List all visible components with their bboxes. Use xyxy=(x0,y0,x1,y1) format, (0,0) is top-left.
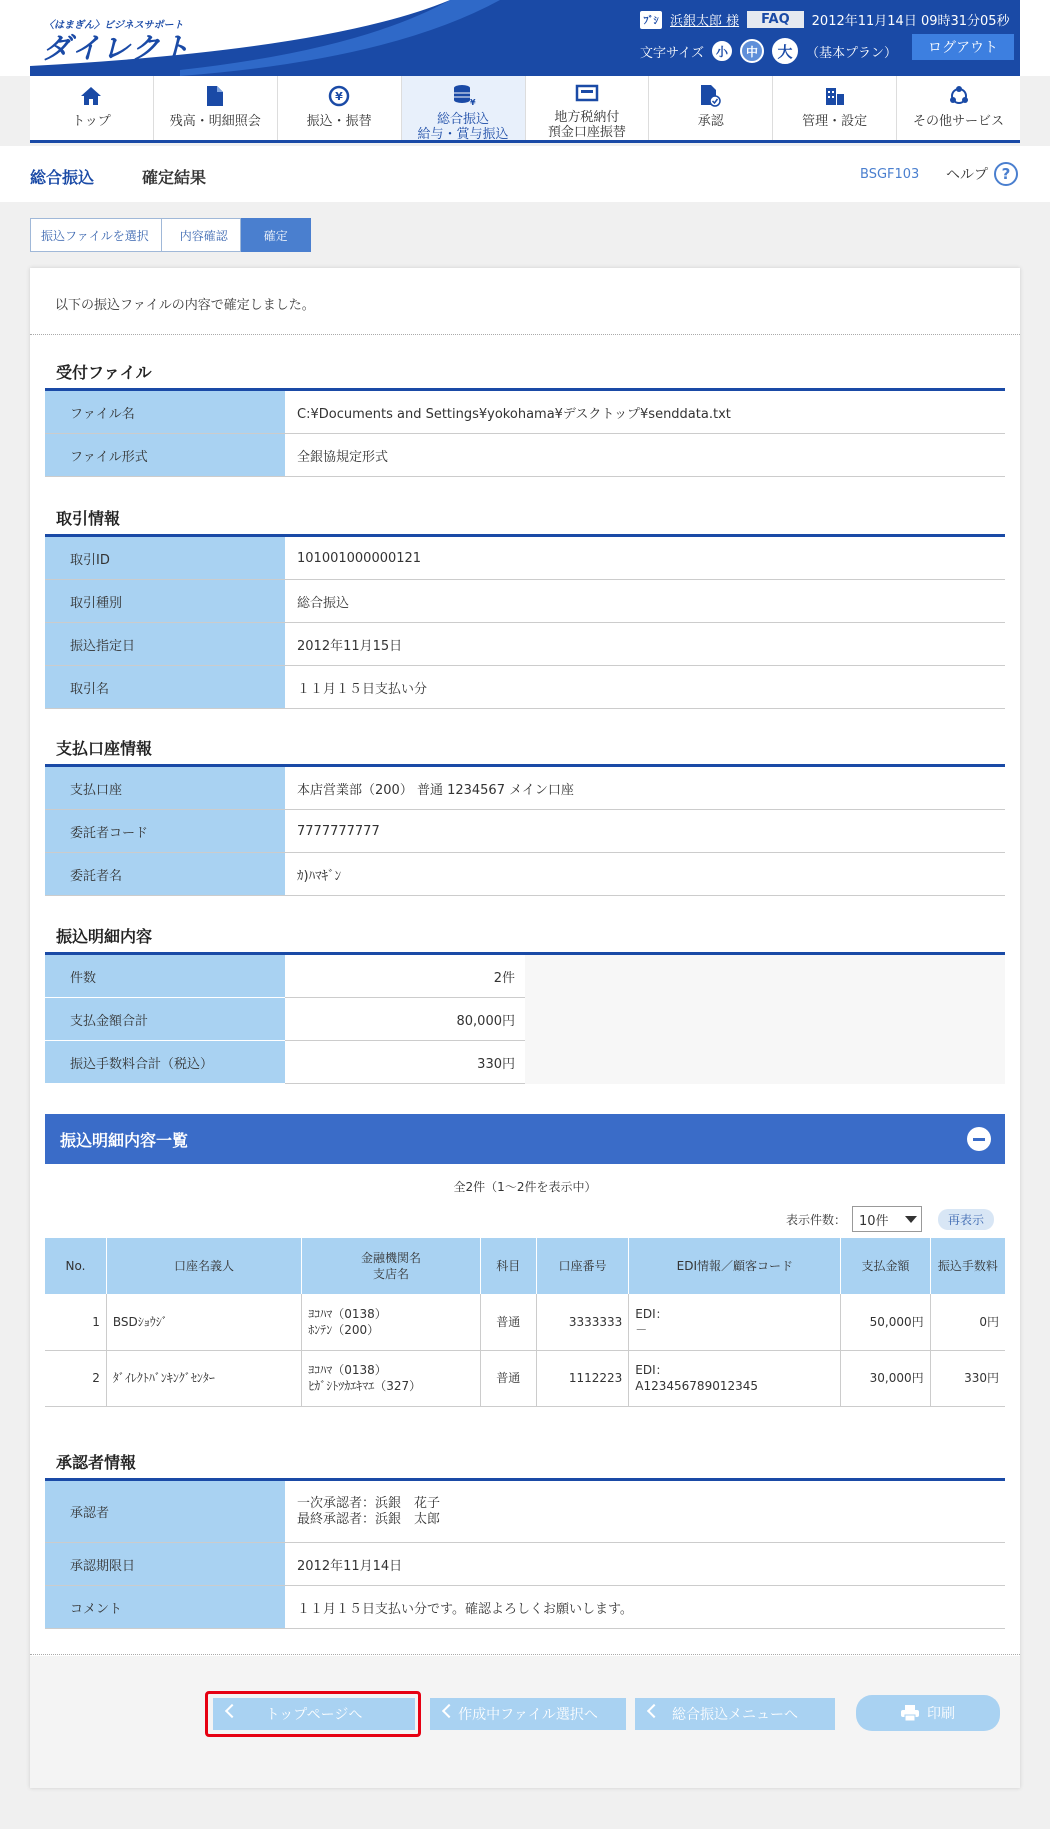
divider xyxy=(30,334,1020,335)
result-count: 全2件（1～2件を表示中） xyxy=(453,1180,597,1194)
table-row: コメント １１月１５日支払い分です。確認よろしくお願いします。 xyxy=(45,1586,1005,1629)
table-row: 取引名 １１月１５日支払い分 xyxy=(45,666,1005,709)
section-title-account: 支払口座情報 xyxy=(56,739,153,758)
table-row: 支払口座 本店営業部（200） 普通 1234567 メイン口座 xyxy=(45,767,1005,810)
plan-label: （基本プラン） xyxy=(805,45,897,61)
nav-top[interactable]: トップ xyxy=(30,76,154,140)
redisplay-button[interactable]: 再表示 xyxy=(938,1209,994,1230)
nav-other-services[interactable]: その他サービス xyxy=(897,76,1020,140)
home-icon xyxy=(79,84,103,108)
font-small-button[interactable]: 小 xyxy=(710,39,734,63)
table-row: 振込指定日 2012年11月15日 xyxy=(45,623,1005,666)
column-header: EDI情報／顧客コード xyxy=(629,1238,841,1294)
column-header: 口座番号 xyxy=(536,1238,629,1294)
detail-list-header: 振込明細内容一覧 xyxy=(45,1114,1005,1164)
font-medium-button[interactable]: 中 xyxy=(740,39,764,63)
document-icon xyxy=(203,84,227,108)
header xyxy=(0,0,1050,76)
file-select-button[interactable]: 作成中ファイル選択へ xyxy=(430,1698,626,1730)
table-row: ファイル名 C:¥Documents and Settings¥yokohama¥デスクトップ¥senddata.txt xyxy=(45,391,1005,434)
column-header: 振込手数料 xyxy=(930,1238,1005,1294)
table-row: 委託者コード 7777777777 xyxy=(45,810,1005,853)
column-header: 支払金額 xyxy=(841,1238,930,1294)
column-header: 金融機関名 支店名 xyxy=(302,1238,481,1294)
table-row: 委託者名 ｶ)ﾊﾏｷﾞﾝ xyxy=(45,853,1005,896)
font-large-button[interactable]: 大 xyxy=(770,36,800,66)
table-row: 1 BSDｼｮｳｼﾞ ﾖｺﾊﾏ（0138） ﾎﾝﾃﾝ（200） 普通 3333333 EDI： － 50,000円 0円 xyxy=(45,1294,1005,1350)
step-confirm: 内容確認 xyxy=(162,218,241,252)
user-icon: ﾌﾞｼ xyxy=(640,11,662,29)
print-button[interactable]: 印刷 xyxy=(856,1695,1000,1731)
page-title: 確定結果 xyxy=(142,168,207,187)
table-row: 支払金額合計 80,000円 xyxy=(45,998,1005,1041)
content-card xyxy=(30,268,1020,1788)
nav-bulk-transfer[interactable]: ¥ 総合振込 給与・賞与振込 xyxy=(402,76,526,140)
user-name-link[interactable]: 浜銀太郎 様 xyxy=(670,14,740,29)
page-category: 総合振込 xyxy=(30,168,95,187)
printer-icon xyxy=(901,1705,919,1721)
faq-button[interactable]: FAQ xyxy=(747,11,804,28)
per-page-control: 表示件数： 10件 再表示 xyxy=(786,1206,994,1232)
section-title-approver: 承認者情報 xyxy=(56,1453,137,1472)
file-table xyxy=(45,388,1005,477)
page-title-bar xyxy=(0,146,1050,202)
svg-text:¥: ¥ xyxy=(335,90,344,103)
account-table xyxy=(45,764,1005,896)
building-icon xyxy=(823,84,847,108)
help-icon: ? xyxy=(994,162,1018,186)
section-title-file: 受付ファイル xyxy=(56,363,152,382)
table-row: 振込手数料合計（税込） 330円 xyxy=(45,1041,1005,1084)
chevron-left-icon xyxy=(647,1704,661,1718)
table-row: 2 ﾀﾞｲﾚｸﾄﾊﾞﾝｷﾝｸﾞｾﾝﾀｰ ﾖｺﾊﾏ（0138） ﾋｶﾞｼﾄﾂｶｴｷﾏｴ（327） 普通 1112223 EDI： A123456789012345 30,000円 330円 xyxy=(45,1350,1005,1406)
step-indicator xyxy=(30,218,311,252)
step-select-file: 振込ファイルを選択 xyxy=(30,218,162,252)
detail-summary-table xyxy=(45,952,1005,1084)
logo[interactable]: ダイレクト xyxy=(42,31,191,65)
table-row: 承認者 一次承認者：浜銀 花子 最終承認者：浜銀 太郎 xyxy=(45,1481,1005,1543)
nav-tax[interactable]: 地方税納付 預金口座振替 xyxy=(526,76,650,140)
intro-message: 以下の振込ファイルの内容で確定しました。 xyxy=(55,298,315,313)
per-page-select[interactable]: 10件 xyxy=(852,1206,922,1232)
approver-table xyxy=(45,1478,1005,1629)
table-row: 件数 2件 xyxy=(45,955,1005,998)
top-page-button[interactable]: トップページへ xyxy=(213,1698,415,1730)
step-done: 確定 xyxy=(241,218,311,252)
detail-list-table xyxy=(45,1238,1005,1407)
column-header: 口座名義人 xyxy=(106,1238,301,1294)
card-icon xyxy=(575,84,599,104)
column-header: No. xyxy=(45,1238,106,1294)
font-size-label: 文字サイズ xyxy=(640,45,704,61)
table-row: ファイル形式 全銀協規定形式 xyxy=(45,434,1005,477)
yen-transfer-icon xyxy=(327,84,351,108)
section-title-trade: 取引情報 xyxy=(56,509,121,528)
nav-approve[interactable]: 承認 xyxy=(649,76,773,140)
column-header: 科目 xyxy=(480,1238,536,1294)
chevron-left-icon xyxy=(225,1704,239,1718)
bulk-menu-button[interactable]: 総合振込メニューへ xyxy=(635,1698,835,1730)
global-nav xyxy=(30,76,1020,143)
screen-id: BSGF103 xyxy=(860,167,920,182)
nav-balance[interactable]: 残高・明細照会 xyxy=(154,76,278,140)
divider xyxy=(30,1654,1020,1655)
network-icon xyxy=(947,84,971,108)
collapse-icon[interactable] xyxy=(967,1127,991,1151)
table-row: 取引ID 101001000000121 xyxy=(45,537,1005,580)
approve-icon xyxy=(699,84,723,108)
table-row: 承認期限日 2012年11月14日 xyxy=(45,1543,1005,1586)
chevron-left-icon xyxy=(442,1704,456,1718)
database-icon xyxy=(451,84,475,106)
header-user-area xyxy=(640,8,1020,68)
help-link[interactable]: ヘルプ ? xyxy=(946,162,1018,186)
login-datetime: 2012年11月14日 09時31分05秒 xyxy=(811,14,1010,29)
logout-button[interactable]: ログアウト xyxy=(912,34,1014,60)
logo-sub: 〈はまぎん〉ビジネスサポート xyxy=(44,20,184,31)
chevron-down-icon xyxy=(905,1216,917,1223)
nav-transfer[interactable]: ¥ 振込・振替 xyxy=(278,76,402,140)
svg-text:¥: ¥ xyxy=(470,98,476,107)
section-title-detail: 振込明細内容 xyxy=(56,927,153,946)
table-row: 取引種別 総合振込 xyxy=(45,580,1005,623)
nav-management[interactable]: 管理・設定 xyxy=(773,76,897,140)
trade-table xyxy=(45,534,1005,709)
